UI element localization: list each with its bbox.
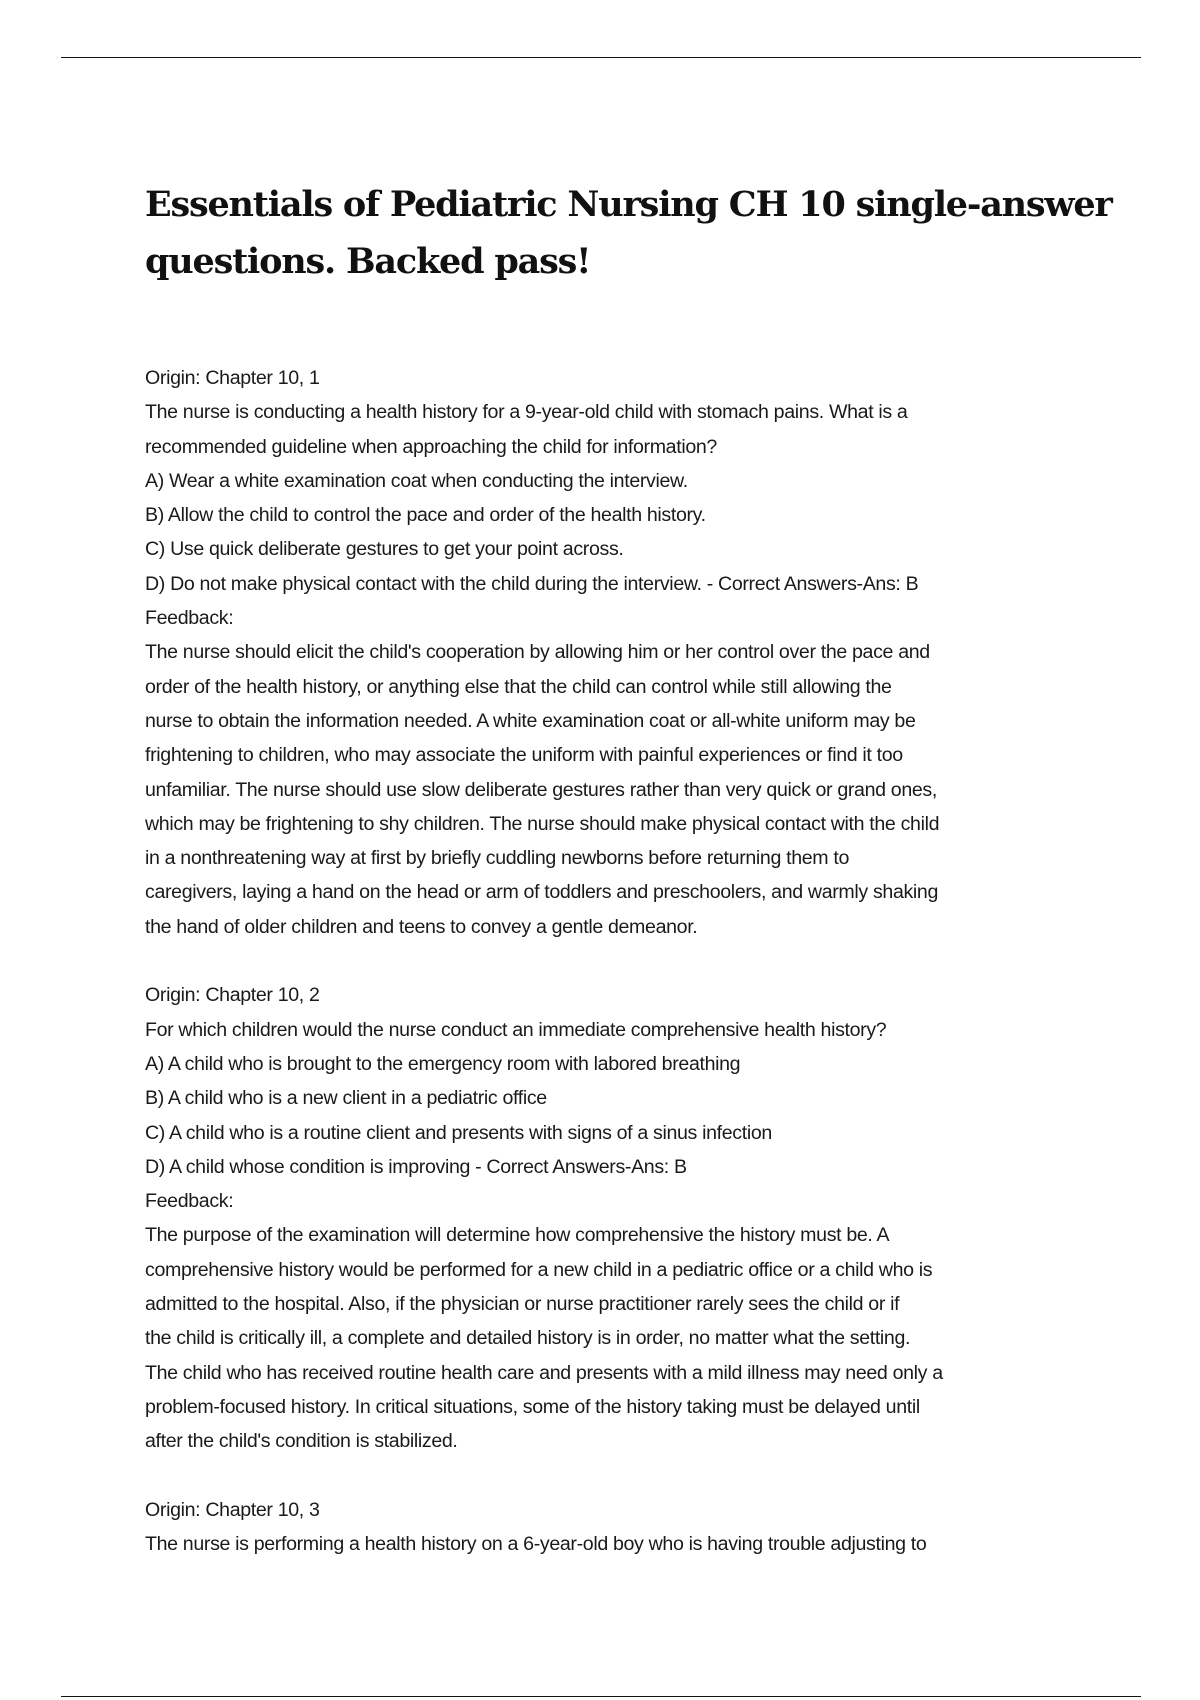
feedback-line: unfamiliar. The nurse should use slow deliberate gestures rather than very quick or grand ones, bbox=[145, 778, 937, 801]
feedback-line: caregivers, laying a hand on the head or arm of toddlers and preschoolers, and warmly shaking bbox=[145, 881, 939, 904]
answer-option: A) A child who is brought to the emergency room with labored breathing bbox=[145, 1052, 741, 1075]
answer-option: D) A child whose condition is improving - Correct Answers-Ans: B bbox=[145, 1155, 687, 1178]
question-stem-line: recommended guideline when approaching the child for information? bbox=[145, 435, 717, 458]
feedback-label: Feedback: bbox=[145, 1190, 234, 1213]
feedback-line: comprehensive history would be performed for a new child in a pediatric office or a child who is bbox=[145, 1258, 933, 1281]
feedback-line: admitted to the hospital. Also, if the physician or nurse practitioner rarely sees the child or if bbox=[145, 1293, 900, 1316]
feedback-line: order of the health history, or anything else that the child can control while still allowing the bbox=[145, 675, 892, 698]
blank-line bbox=[145, 944, 1145, 978]
question-origin: Origin: Chapter 10, 2 bbox=[145, 984, 320, 1007]
answer-option: C) A child who is a routine client and presents with signs of a sinus infection bbox=[145, 1121, 772, 1144]
feedback-line: in a nonthreatening way at first by briefly cuddling newborns before returning them to bbox=[145, 847, 849, 870]
title-line: Essentials of Pediatric Nursing CH 10 single-answer bbox=[145, 184, 1112, 225]
feedback-line: The child who has received routine health care and presents with a mild illness may need only a bbox=[145, 1361, 943, 1384]
answer-option: B) Allow the child to control the pace and order of the health history. bbox=[145, 504, 706, 527]
answer-option: C) Use quick deliberate gestures to get your point across. bbox=[145, 538, 624, 561]
question-stem-line: The nurse is conducting a health history for a 9-year-old child with stomach pains. What is a bbox=[145, 401, 908, 424]
feedback-line: frightening to children, who may associate the uniform with painful experiences or find it too bbox=[145, 744, 903, 767]
answer-option: A) Wear a white examination coat when conducting the interview. bbox=[145, 469, 688, 492]
title-line: questions. Backed pass! bbox=[145, 241, 591, 282]
feedback-line: The purpose of the examination will determine how comprehensive the history must be. A bbox=[145, 1224, 890, 1247]
answer-option: D) Do not make physical contact with the child during the interview. - Correct Answers-Ans: B bbox=[145, 572, 919, 595]
feedback-line: the hand of older children and teens to convey a gentle demeanor. bbox=[145, 915, 698, 938]
document-title bbox=[145, 176, 1145, 290]
feedback-line: nurse to obtain the information needed. A white examination coat or all-white uniform may be bbox=[145, 709, 916, 732]
question-stem-line: The nurse is performing a health history on a 6-year-old boy who is having trouble adjusting to bbox=[145, 1533, 927, 1556]
question-stem-line: For which children would the nurse conduct an immediate comprehensive health history? bbox=[145, 1018, 887, 1041]
feedback-line: problem-focused history. In critical situations, some of the history taking must be delayed until bbox=[145, 1395, 920, 1418]
feedback-line: which may be frightening to shy children. The nurse should make physical contact with the child bbox=[145, 812, 940, 835]
feedback-line: The nurse should elicit the child's cooperation by allowing him or her control over the pace and bbox=[145, 641, 930, 664]
feedback-line: the child is critically ill, a complete and detailed history is in order, no matter what the setting. bbox=[145, 1327, 911, 1350]
blank-line bbox=[145, 1459, 1145, 1493]
document-body bbox=[145, 361, 1145, 1561]
top-rule bbox=[61, 57, 1141, 58]
question-origin: Origin: Chapter 10, 1 bbox=[145, 367, 320, 389]
bottom-rule bbox=[61, 1696, 1141, 1697]
answer-option: B) A child who is a new client in a pediatric office bbox=[145, 1087, 547, 1110]
feedback-line: after the child's condition is stabilized. bbox=[145, 1430, 458, 1453]
feedback-label: Feedback: bbox=[145, 607, 234, 630]
question-origin: Origin: Chapter 10, 3 bbox=[145, 1498, 320, 1521]
